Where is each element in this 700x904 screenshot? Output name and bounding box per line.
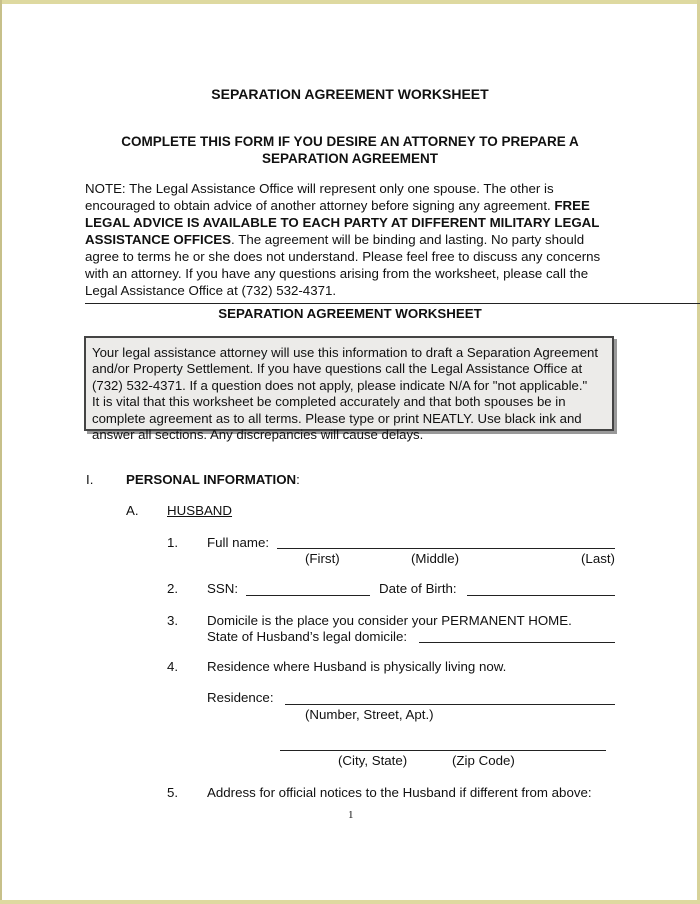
section-title: SEPARATION AGREEMENT WORKSHEET <box>218 306 482 321</box>
full-name-field[interactable] <box>277 548 615 549</box>
ssn-field[interactable] <box>246 595 370 596</box>
page-number: 1 <box>348 809 354 821</box>
item-number: 4. <box>167 659 179 674</box>
subtitle-line: SEPARATION AGREEMENT <box>261 151 438 166</box>
first-name-caption: (First) <box>305 551 340 566</box>
part-heading-colon: : <box>296 472 300 487</box>
document-subtitle <box>0 133 700 167</box>
part-heading-text: PERSONAL INFORMATION <box>126 472 297 487</box>
subtitle-line: COMPLETE THIS FORM IF YOU DESIRE AN ATTORNEY TO PREPARE A <box>121 134 579 149</box>
date-of-birth-field[interactable] <box>467 595 615 596</box>
page-frame-bottom <box>0 900 700 904</box>
instructions-line: complete agreement as to all terms. Please type or print NEATLY. Use black ink and <box>92 410 582 426</box>
subpart-letter: A. <box>126 503 139 518</box>
full-name-label: Full name: <box>207 535 270 550</box>
residence-street-field[interactable] <box>285 704 615 705</box>
domicile-description: Domicile is the place you consider your PERMANENT HOME. <box>207 613 572 628</box>
horizontal-rule <box>85 303 700 304</box>
instructions-line: Your legal assistance attorney will use this information to draft a Separation Agreement <box>92 345 599 360</box>
residence-description: Residence where Husband is physically living now. <box>207 659 507 674</box>
item-number: 5. <box>167 785 179 800</box>
residence-label: Residence: <box>207 690 274 705</box>
instructions-line: and/or Property Settlement. If you have questions call the Legal Assistance Office at <box>92 361 583 377</box>
domicile-field[interactable] <box>419 642 615 643</box>
date-of-birth-label: Date of Birth: <box>379 581 457 596</box>
official-notice-address-label: Address for official notices to the Husband if different from above: <box>207 785 592 800</box>
last-name-caption: (Last) <box>581 551 615 566</box>
middle-name-caption: (Middle) <box>411 551 460 566</box>
note-bold-text: FREE LEGAL ADVICE IS AVAILABLE TO EACH PARTY AT DIFFERENT MILITARY LEGAL ASSISTANCE OFFICES <box>85 198 600 247</box>
instructions-line: answer all sections. Any discrepancies will cause delays. <box>92 427 424 443</box>
document-title: SEPARATION AGREEMENT WORKSHEET <box>211 86 489 102</box>
note-text: NOTE: The Legal Assistance Office will represent only one spouse. The other is encouraged to obtain advice of another attorney before signing any agreement. <box>85 181 555 213</box>
item-number: 3. <box>167 613 179 628</box>
instructions-box <box>84 336 614 443</box>
residence-city-zip-field[interactable] <box>280 750 606 751</box>
ssn-label: SSN: <box>207 581 239 596</box>
subpart-heading: HUSBAND <box>167 503 233 518</box>
item-number: 1. <box>167 535 179 550</box>
item-number: 2. <box>167 581 179 596</box>
zip-code-caption: (Zip Code) <box>452 753 515 768</box>
city-state-caption: (City, State) <box>338 753 408 768</box>
page-frame-top <box>0 0 700 4</box>
part-numeral: I. <box>86 472 94 487</box>
instructions-line: It is vital that this worksheet be completed accurately and that both spouses be in <box>92 394 566 410</box>
instructions-line: (732) 532-4371. If a question does not apply, please indicate N/A for "not applicable." <box>92 377 588 393</box>
note-paragraph <box>85 180 615 299</box>
street-caption: (Number, Street, Apt.) <box>305 707 434 722</box>
part-heading <box>126 472 300 487</box>
note-text: . The agreement will be binding and lasting. No party should agree to terms he or she does not understand. Please feel free to discuss any concerns with an attorney. If you have any questions arising from the worksheet, please call the Legal Assistance Office at (732) 532-4371. <box>85 232 601 298</box>
domicile-label: State of Husband’s legal domicile: <box>207 629 408 644</box>
